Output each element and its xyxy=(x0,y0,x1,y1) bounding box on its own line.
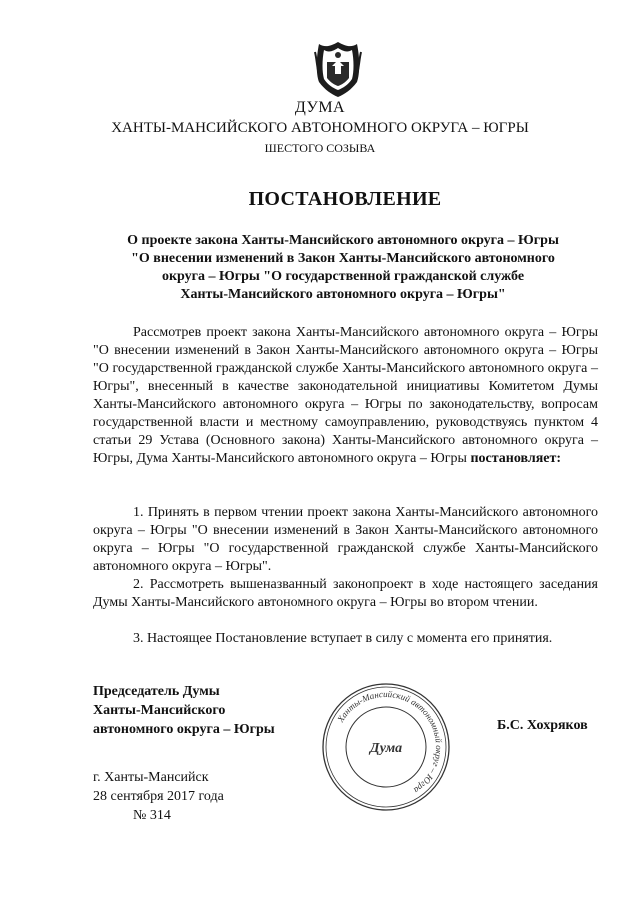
position-line-2: Ханты-Мансийского xyxy=(93,703,226,718)
document-subject xyxy=(93,232,593,304)
document-number: № 314 xyxy=(133,808,171,823)
subject-line-3: округа – Югры "О государственной гражданской службе xyxy=(161,269,525,284)
document-city: г. Ханты-Мансийск xyxy=(93,770,209,785)
position-line-1: Председатель Думы xyxy=(93,684,220,699)
stamp-center-text: Дума xyxy=(369,741,403,756)
document-date: 28 сентября 2017 года xyxy=(93,789,224,804)
document-place-date xyxy=(93,768,224,825)
resolution-item-2: 2. Рассмотреть вышеназванный законопроект в ходе настоящего заседания Думы Ханты-Мансийского автономного округа – Югры во втором чтении. xyxy=(93,577,598,610)
position-line-3: автономного округа – Югры xyxy=(93,722,275,737)
official-stamp xyxy=(320,681,452,813)
resolution-item-3: 3. Настоящее Постановление вступает в силу с момента его принятия. xyxy=(133,631,553,646)
org-name-line2: ХАНТЫ-МАНСИЙСКОГО АВТОНОМНОГО ОКРУГА – ЮГРЫ xyxy=(111,120,529,136)
signatory-position xyxy=(93,682,275,739)
document-title: ПОСТАНОВЛЕНИЕ xyxy=(248,188,442,210)
resolves-keyword: постановляет: xyxy=(470,451,562,466)
subject-line-4: Ханты-Мансийского автономного округа – Югры" xyxy=(180,287,506,302)
resolution-item-1: 1. Принять в первом чтении проект закона Ханты-Мансийского автономного округа – Югры "О внесении изменений в Закон Ханты-Мансийского автономного округа – Югры "О государственной гражданской службе Ханты-Мансийского автономного округа – Югры". xyxy=(93,505,598,574)
org-convocation: ШЕСТОГО СОЗЫВА xyxy=(264,141,376,155)
coat-of-arms-emblem xyxy=(313,40,363,98)
org-name-line1: ДУМА xyxy=(294,99,346,116)
preamble-text: Рассмотрев проект закона Ханты-Мансийского автономного округа – Югры "О внесении изменений в Закон Ханты-Мансийского автономного округа – Югры "О государственной гражданской службе Ханты-Мансийского автономного округа – Югры", внесенный в качестве законодательной инициативы Комитетом Думы Ханты-Мансийского автономного округа – Югры по законодательству, вопросам государственной власти и местному самоуправлению, руководствуясь пунктом 4 статьи 29 Устава (Основного закона) Ханты-Мансийского автономного округа – Югры, Дума Ханты-Мансийского автономного округа – Югры xyxy=(93,325,598,466)
signatory-name: Б.С. Хохряков xyxy=(497,718,588,733)
preamble-paragraph xyxy=(93,324,598,468)
stamp-ring-text: Ханты-Мансийский автономный округ – Югра xyxy=(335,688,445,796)
subject-line-1: О проекте закона Ханты-Мансийского автономного округа – Югры xyxy=(127,233,559,248)
subject-line-2: "О внесении изменений в Закон Ханты-Мансийского автономного xyxy=(131,251,555,266)
